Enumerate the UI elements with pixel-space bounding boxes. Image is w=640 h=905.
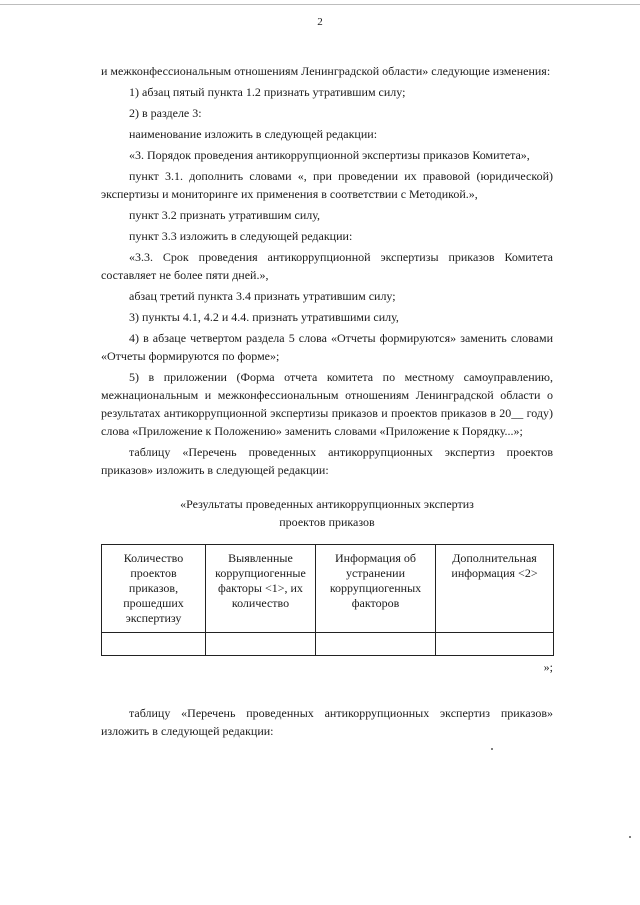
amendment-paragraphs — [101, 62, 553, 479]
table-caption-line-2: проектов приказов — [279, 515, 375, 529]
paragraph: наименование изложить в следующей редакции: — [129, 127, 378, 141]
header-cell-elimination-info: Информация об устранении коррупциогенных факторов — [316, 545, 436, 633]
header-cell-projects-count: Количество проектов приказов, прошедших экспертизу — [102, 545, 206, 633]
table-caption — [101, 495, 553, 531]
page-number: 2 — [317, 16, 323, 28]
scan-speck — [629, 836, 631, 838]
header-cell-additional-info: Дополнительная информация <2> — [436, 545, 554, 633]
paragraph: и межконфессиональным отношениям Ленинградской области» следующие изменения: — [101, 64, 551, 78]
paragraph: 1) абзац пятый пункта 1.2 признать утратившим силу; — [129, 85, 406, 99]
document-body — [101, 62, 553, 743]
table-caption-line-1: «Результаты проведенных антикоррупционных экспертиз — [180, 497, 474, 511]
table-header-row — [102, 545, 554, 633]
empty-cell — [436, 633, 554, 656]
final-paragraph: таблицу «Перечень проведенных антикоррупционных экспертиз приказов» изложить в следующей редакции: — [101, 706, 553, 738]
scan-top-edge-line — [0, 4, 640, 5]
paragraph: пункт 3.1. дополнить словами «, при проведении их правовой (юридической) экспертизы и мониторинге их применения в соответствии с Методикой.», — [101, 169, 553, 201]
header-cell-corruption-factors: Выявленные коррупциогенные факторы <1>, их количество — [206, 545, 316, 633]
paragraph: пункт 3.2 признать утратившим силу, — [129, 208, 321, 222]
paragraph: «3.3. Срок проведения антикоррупционной экспертизы приказов Комитета составляет не более пяти дней.», — [101, 250, 553, 282]
scan-speck — [491, 748, 493, 750]
empty-cell — [102, 633, 206, 656]
paragraph: абзац третий пункта 3.4 признать утратившим силу; — [129, 289, 396, 303]
paragraph: 2) в разделе 3: — [129, 106, 202, 120]
paragraph: таблицу «Перечень проведенных антикоррупционных экспертиз проектов приказов» изложить в следующей редакции: — [101, 445, 553, 477]
paragraph: 5) в приложении (Форма отчета комитета по местному самоуправлению, межнациональным и межконфессиональным отношениям Ленинградской области о результатах антикоррупционной экспертизы приказов и проектов приказов в 20__ году) слова «Приложение к Положению» заменить словами «Приложение к Порядку...»; — [101, 370, 553, 438]
results-table — [101, 544, 554, 656]
paragraph: «3. Порядок проведения антикоррупционной экспертизы приказов Комитета», — [129, 148, 530, 162]
table-closing-quote: »; — [543, 660, 553, 674]
empty-cell — [206, 633, 316, 656]
paragraph: 3) пункты 4.1, 4.2 и 4.4. признать утратившими силу, — [129, 310, 399, 324]
paragraph: пункт 3.3 изложить в следующей редакции: — [129, 229, 353, 243]
paragraph: 4) в абзаце четвертом раздела 5 слова «Отчеты формируются» заменить словами «Отчеты формируются по форме»; — [101, 331, 553, 363]
table-empty-row — [102, 633, 554, 656]
empty-cell — [316, 633, 436, 656]
